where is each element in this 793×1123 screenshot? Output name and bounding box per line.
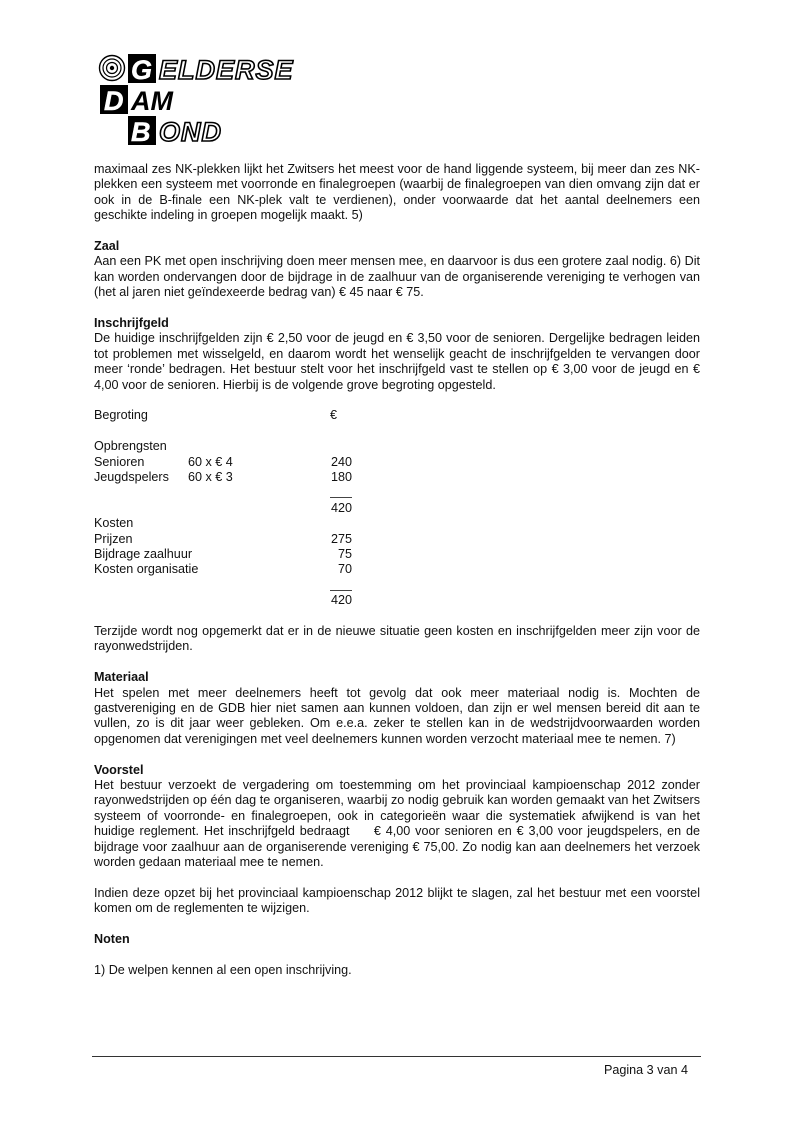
logo-letter-g: G — [131, 55, 153, 85]
costs-total: 420 — [330, 593, 352, 608]
sum-line — [330, 497, 352, 498]
inschrijfgeld-paragraph: De huidige inschrijfgelden zijn € 2,50 voor de jeugd en € 3,50 voor de senioren. Dergelijke bedragen leiden tot problemen met wisselgeld, en daarom wordt het wenselijk geacht de inschrijfgelden te vervangen door meer ‘ronde’ bedragen. Het bestuur stelt voor het inschrijfgeld vast te stellen op € 3,00 voor de jeugd en € 4,00 voor de senioren. Hierbij is de volgende grove begroting opgesteld. — [94, 331, 700, 392]
cost-amount: 70 — [337, 562, 352, 577]
cost-amount: 75 — [337, 546, 352, 561]
cost-label: Prijzen — [94, 531, 133, 546]
logo-letter-b: B — [131, 117, 151, 146]
target-rings-icon — [100, 56, 125, 81]
income-calc: 60 x € 4 — [188, 454, 233, 469]
page-number: Pagina 3 van 4 — [603, 1063, 688, 1077]
budget-row — [94, 455, 700, 470]
sum-line — [330, 590, 352, 591]
footer-divider — [92, 1056, 701, 1057]
cost-amount: 275 — [330, 531, 352, 546]
terzijde-paragraph: Terzijde wordt nog opgemerkt dat er in de nieuwe situatie geen kosten en inschrijfgelden meer zijn voor de rayonwedstrijden. — [94, 623, 700, 654]
income-total: 420 — [330, 500, 352, 515]
document-body — [94, 162, 704, 978]
section-heading-zaal: Zaal — [94, 239, 120, 254]
income-total-row — [94, 501, 700, 516]
income-label: Jeugdspelers — [94, 470, 169, 485]
costs-sum-line-row — [94, 578, 700, 593]
budget-row — [94, 562, 700, 577]
costs-total-row — [94, 593, 700, 608]
voorstel-paragraph: Het bestuur verzoekt de vergadering om toestemming om het provinciaal kampioenschap 2012 zonder rayonwedstrijden op één dag te organiseren, waarbij zo nodig gebruik kan worden gemaakt van het Zwitsers systeem of voorronde- en finalegroepen, ook in categorieën waar die systematiek afwijkend is van het huidige reglement. Het inschrijfgeld bedraagt € 4,00 voor senioren en € 3,00 voor jeugdspelers, en de bijdrage voor zaalhuur aan de organiserende vereniging € 75,00. Zo nodig kan aan deelnemers het verzoek worden gedaan materiaal mee te nemen. — [94, 777, 704, 869]
intro-paragraph: maximaal zes NK-plekken lijkt het Zwitsers het meest voor de hand liggende systeem, bij meer dan zes NK-plekken een systeem met voorronde en finalegroepen (waarbij de finalegroepen van dien omvang zijn dat er ook in de B-finale een NK-plek valt te verdienen), onder voorwaarde dat het aantal deelnemers een geschikte indeling in groepen mogelijk maakt. 5) — [94, 162, 700, 223]
costs-heading-row — [94, 516, 700, 531]
budget-row — [94, 532, 700, 547]
income-sum-line-row — [94, 485, 700, 500]
logo-word-elderse: ELDERSE — [159, 55, 294, 85]
section-heading-inschrijfgeld: Inschrijfgeld — [94, 316, 169, 331]
income-heading-row — [94, 439, 700, 454]
logo-word-ond: OND — [159, 117, 222, 146]
materiaal-paragraph: Het spelen met meer deelnemers heeft tot gevolg dat ook meer materiaal nodig is. Mochten de gastvereniging en de GDB hier niet samen aan kunnen voldoen, dan zijn er wel mensen bereid dit aan te vullen, zo is dit jaar weer gebleken. Om e.e.a. zeker te stellen kan in de wedstrijdvoorwaarden worden opgenomen dat verenigingen met veel deelnemers kunnen worden verzocht materiaal mee te nemen. 7) — [94, 685, 700, 746]
cost-label: Bijdrage zaalhuur — [94, 546, 193, 561]
budget-currency: € — [330, 408, 338, 423]
logo-word-am: AM — [131, 86, 173, 116]
section-heading-materiaal: Materiaal — [94, 670, 149, 685]
budget-row — [94, 547, 700, 562]
voorstel-followup-paragraph: Indien deze opzet bij het provinciaal kampioenschap 2012 blijkt te slagen, zal het bestuur met een voorstel komen om de reglementen te wijzigen. — [94, 885, 700, 916]
income-heading: Opbrengsten — [94, 439, 167, 454]
gelderse-dambond-logo — [98, 54, 338, 146]
note-item: 1) De welpen kennen al een open inschrijving. — [94, 962, 352, 977]
income-label: Senioren — [94, 454, 145, 469]
logo-letter-d: D — [104, 86, 124, 116]
income-amount: 240 — [330, 454, 352, 469]
costs-heading: Kosten — [94, 516, 134, 531]
budget-title-row — [94, 408, 700, 423]
budget-row — [94, 470, 700, 485]
zaal-paragraph: Aan een PK met open inschrijving doen meer mensen mee, en daarvoor is dus een grotere zaal nodig. 6) Dit kan worden ondervangen door de bijdrage in de zaalhuur van de organiserende vereniging te verhogen van (het al jaren niet geïndexeerde bedrag van) € 45 naar € 75. — [94, 254, 700, 300]
section-heading-voorstel: Voorstel — [94, 762, 144, 777]
budget-title: Begroting — [94, 408, 148, 423]
income-amount: 180 — [330, 470, 352, 485]
income-calc: 60 x € 3 — [188, 470, 233, 485]
section-heading-noten: Noten — [94, 931, 130, 946]
cost-label: Kosten organisatie — [94, 562, 199, 577]
